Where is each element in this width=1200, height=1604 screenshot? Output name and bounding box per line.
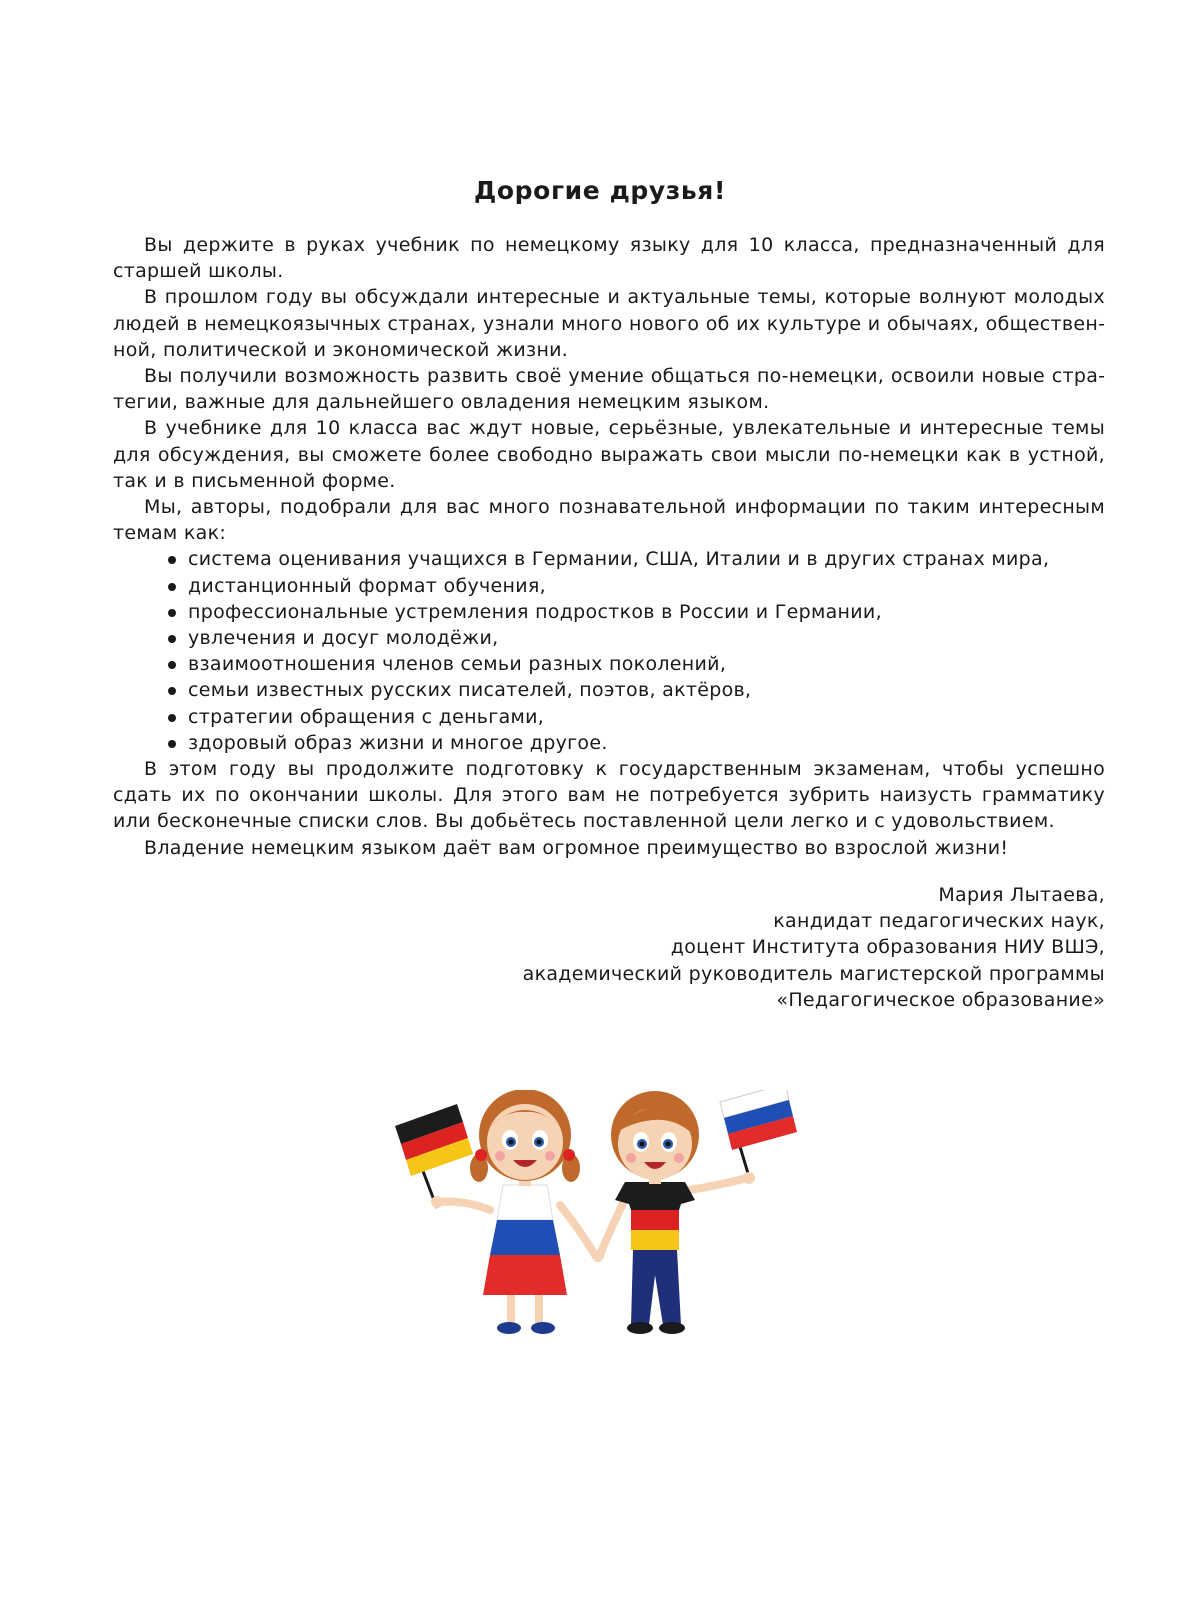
list-item: взаимоотношения членов семьи разных поколений, <box>113 651 1105 677</box>
list-item: семьи известных русских писателей, поэтов, актёров, <box>113 677 1105 703</box>
author-degree: кандидат педагогических наук, <box>773 910 1105 933</box>
list-item: здоровый образ жизни и многое другое. <box>113 730 1105 756</box>
signature-block <box>523 882 1105 1013</box>
letter-body <box>113 232 1105 861</box>
paragraph: В этом году вы продолжите подготовку к государственным экзаменам, чтобы успешно сдать их по окончании школы. Для этого вам не потребуется зубрить наизусть грамматику или бесконечные списки слов. Вы добьётесь поставленной цели легко и с удовольствием. <box>113 758 1105 833</box>
list-item: дистанционный формат обучения, <box>113 573 1105 599</box>
paragraph: Мы, авторы, подобрали для вас много познавательной информации по таким интересным темам как: <box>113 496 1105 545</box>
list-item: увлечения и досуг молодёжи, <box>113 625 1105 651</box>
author-position: доцент Института образования НИУ ВШЭ, <box>670 936 1105 959</box>
germany-flag-icon <box>395 1104 473 1208</box>
paragraph: В прошлом году вы обсуждали интересные и актуальные темы, которые волнуют молодых людей в немецкоязычных странах, узнали много нового об их культуре и обычаях, общественной, политической и экономической жизни. <box>113 286 1105 361</box>
author-name: Мария Лытаева, <box>938 884 1105 906</box>
paragraph: Вы держите в руках учебник по немецкому языку для 10 класса, предназначенный для старшей школы. <box>113 234 1105 283</box>
list-item: стратегии обращения с деньгами, <box>113 704 1105 730</box>
list-item: профессиональные устремления подростков в России и Германии, <box>113 599 1105 625</box>
russia-flag-icon <box>720 1090 797 1180</box>
author-role: академический руководитель магистерской программы <box>522 962 1105 985</box>
paragraph: В учебнике для 10 класса вас ждут новые, серьёзные, увлекательные и интересные темы для обсуждения, вы сможете более свободно выражать свои мысли по-немецки как в устной, так и в письменной форме. <box>113 417 1105 492</box>
author-program: «Педагогическое образование» <box>776 988 1105 1011</box>
paragraph: Вы получили возможность развить своё умение общаться по-немецки, освоили новые стратегии, важные для дальнейшего овладения немецким языком. <box>113 365 1105 414</box>
paragraph: Владение немецким языком даёт вам огромное преимущество во взрослой жизни! <box>144 836 1009 859</box>
kids-with-flags-illustration <box>395 1090 815 1370</box>
list-item: система оценивания учащихся в Германии, США, Италии и в других странах мира, <box>113 546 1105 572</box>
topic-list <box>113 546 1105 756</box>
page-title: Дорогие друзья! <box>474 176 726 205</box>
